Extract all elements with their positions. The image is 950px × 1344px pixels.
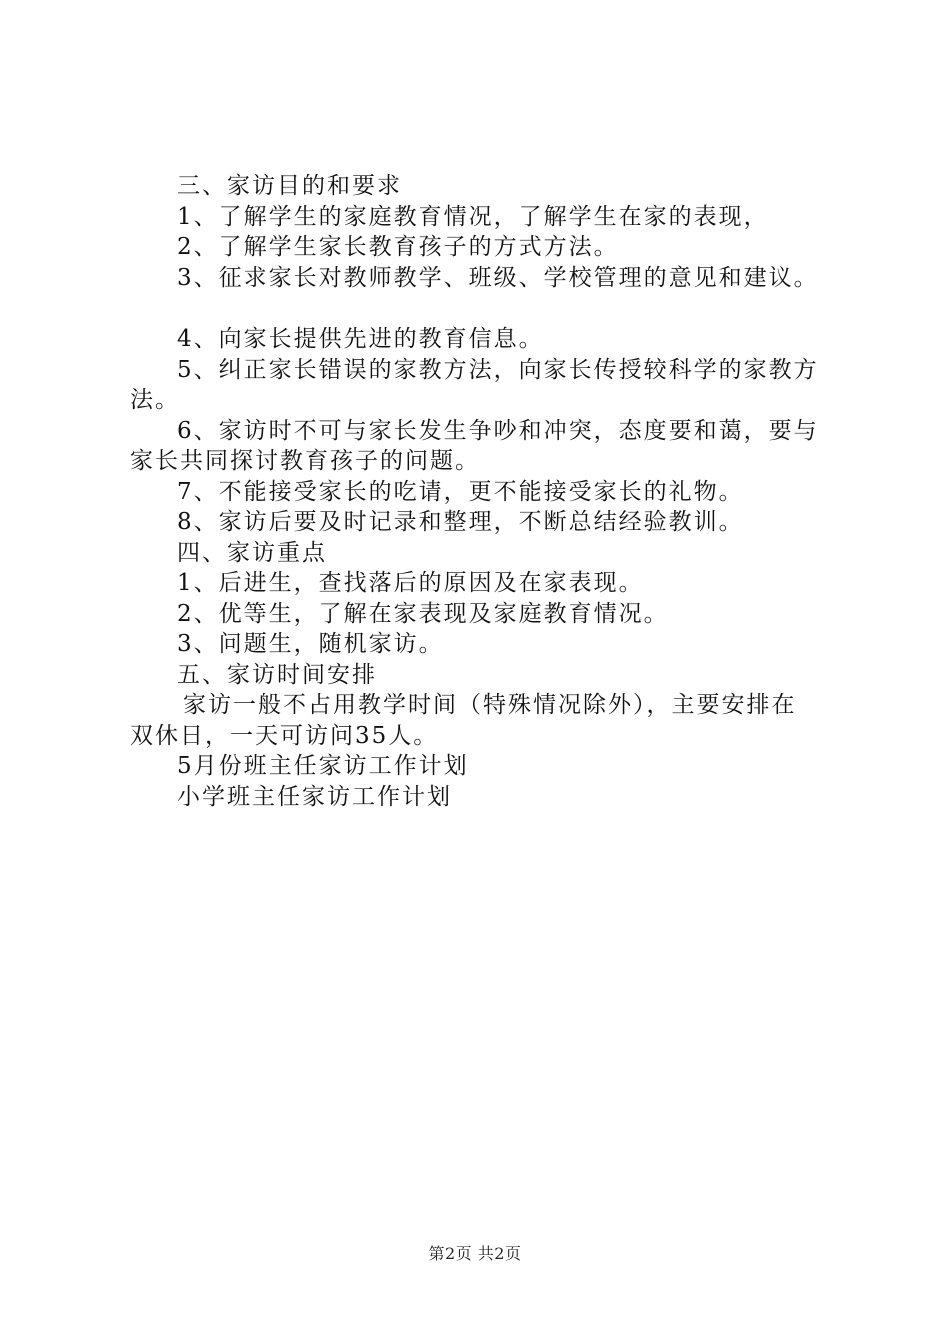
paragraph-line: 5、纠正家长错误的家教方法，向家长传授较科学的家教方 bbox=[177, 356, 819, 383]
paragraph-line: 7、不能接受家长的吃请，更不能接受家长的礼物。 bbox=[177, 478, 744, 505]
related-title: 小学班主任家访工作计划 bbox=[177, 783, 452, 810]
paragraph-line: 1、了解学生的家庭教育情况，了解学生在家的表现， bbox=[177, 203, 769, 230]
paragraph-line: 1、后进生，查找落后的原因及在家表现。 bbox=[177, 570, 644, 596]
paragraph-line: 6、家访时不可与家长发生争吵和冲突，态度要和蔼，要与 bbox=[177, 417, 819, 444]
paragraph-line: 4、向家长提供先进的教育信息。 bbox=[177, 326, 544, 352]
related-title: 5月份班主任家访工作计划 bbox=[177, 753, 469, 779]
paragraph-line: 双休日，一天可访问35人。 bbox=[130, 722, 439, 749]
paragraph-line: 法。 bbox=[130, 387, 180, 413]
paragraph-line: 家长共同探讨教育孩子的问题。 bbox=[130, 448, 480, 474]
paragraph-line: 2、优等生，了解在家表现及家庭教育情况。 bbox=[177, 600, 669, 627]
section-heading-schedule: 五、家访时间安排 bbox=[177, 661, 377, 688]
page-number-footer: 第2页 共2页 bbox=[428, 1244, 522, 1263]
paragraph-line: 3、问题生，随机家访。 bbox=[177, 631, 444, 657]
paragraph-line: 3、征求家长对教师教学、班级、学校管理的意见和建议。 bbox=[177, 264, 819, 291]
paragraph-line: 家访一般不占用教学时间（特殊情况除外），主要安排在 bbox=[183, 692, 797, 718]
paragraph-line: 2、了解学生家长教育孩子的方式方法。 bbox=[177, 234, 619, 260]
section-heading-focus: 四、家访重点 bbox=[177, 539, 327, 566]
document-body bbox=[130, 171, 830, 812]
section-heading-purpose: 三、家访目的和要求 bbox=[177, 173, 402, 199]
blank-line bbox=[130, 293, 830, 324]
paragraph-line: 8、家访后要及时记录和整理，不断总结经验教训。 bbox=[177, 509, 744, 535]
